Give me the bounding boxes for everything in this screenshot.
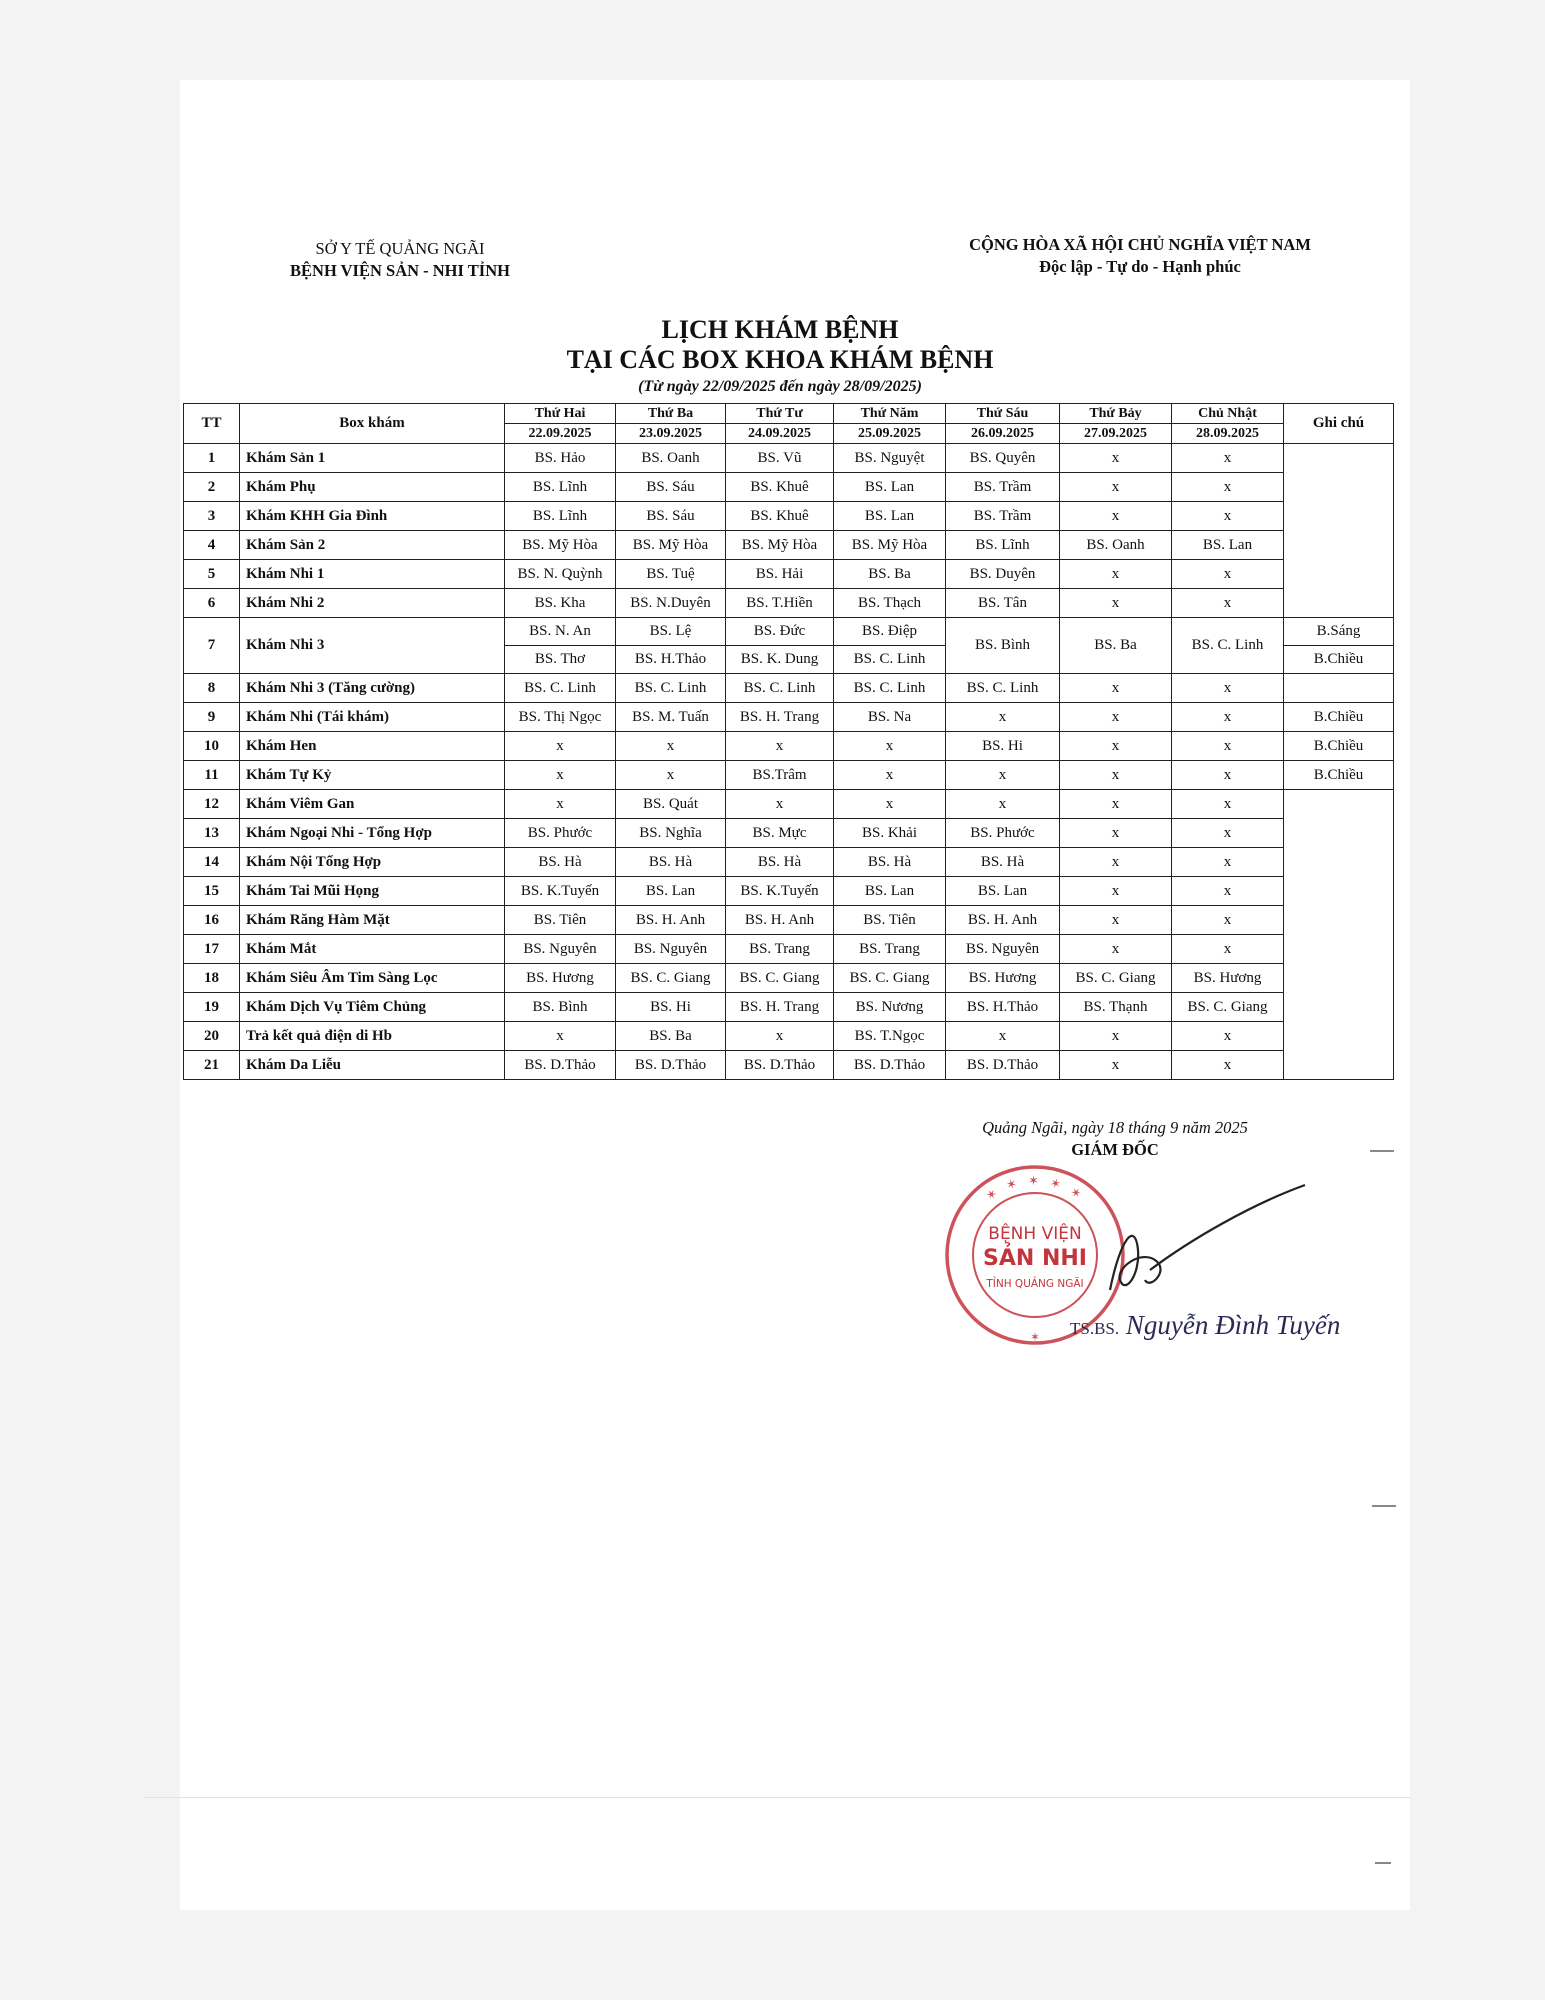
row-number: 17: [184, 935, 240, 964]
doctor-cell: BS. C. Giang: [834, 964, 946, 993]
table-row: [184, 993, 1394, 1022]
row-number: 15: [184, 877, 240, 906]
doctor-cell: BS. T.Ngọc: [834, 1022, 946, 1051]
empty-marker: x: [1172, 1051, 1284, 1080]
doctor-cell: BS. Hi: [946, 732, 1060, 761]
doctor-cell: BS. Thơ: [505, 646, 616, 674]
empty-marker: x: [1172, 877, 1284, 906]
signer-role: GIÁM ĐỐC: [1071, 1140, 1159, 1159]
table-row: [184, 1022, 1394, 1051]
fold-line: [145, 1797, 1410, 1798]
doctor-cell: BS. Lan: [616, 877, 726, 906]
doctor-cell: BS. Mỹ Hòa: [726, 531, 834, 560]
empty-marker: x: [726, 790, 834, 819]
doctor-cell: BS. Hi: [616, 993, 726, 1022]
doctor-cell: BS. C. Giang: [726, 964, 834, 993]
doctor-cell: BS. Thạch: [834, 589, 946, 618]
national-header: [895, 234, 1385, 278]
doctor-cell: BS. K. Dung: [726, 646, 834, 674]
table-row: [184, 560, 1394, 589]
empty-marker: x: [1060, 906, 1172, 935]
scan-mark: [1375, 1862, 1391, 1864]
column-header-day: Thứ Hai: [505, 404, 616, 424]
doctor-cell: BS. Sáu: [616, 473, 726, 502]
empty-marker: x: [1060, 703, 1172, 732]
doctor-cell: BS. C. Linh: [505, 674, 616, 703]
doctor-cell: BS. Hà: [616, 848, 726, 877]
column-header-day: Chủ Nhật: [1172, 404, 1284, 424]
empty-marker: x: [1060, 473, 1172, 502]
column-header-date: 25.09.2025: [834, 424, 946, 444]
note-cell: B.Chiều: [1284, 761, 1394, 790]
doctor-cell: BS. Ba: [1060, 618, 1172, 674]
doctor-cell: BS. Hà: [726, 848, 834, 877]
row-number: 11: [184, 761, 240, 790]
doctor-cell: BS. D.Thảo: [505, 1051, 616, 1080]
empty-marker: x: [1172, 589, 1284, 618]
empty-marker: x: [1060, 732, 1172, 761]
stamp-line-3: TỈNH QUẢNG NGÃI: [986, 1278, 1084, 1290]
table-row: [184, 819, 1394, 848]
doctor-cell: BS. Khải: [834, 819, 946, 848]
empty-marker: x: [1172, 761, 1284, 790]
doctor-cell: BS. Lan: [834, 877, 946, 906]
empty-marker: x: [946, 703, 1060, 732]
stamp-line-2: SẢN NHI: [983, 1246, 1087, 1271]
empty-marker: x: [1060, 1022, 1172, 1051]
doctor-cell: BS. Hương: [946, 964, 1060, 993]
doctor-cell: BS. Ba: [616, 1022, 726, 1051]
empty-marker: x: [1172, 703, 1284, 732]
empty-marker: x: [946, 761, 1060, 790]
doctor-cell: BS. Quyên: [946, 444, 1060, 473]
box-name: Khám Mắt: [240, 935, 505, 964]
empty-marker: x: [1060, 560, 1172, 589]
issuer-header: [250, 238, 550, 282]
doctor-cell: BS. Nương: [834, 993, 946, 1022]
doctor-cell: BS. Sáu: [616, 502, 726, 531]
empty-marker: x: [1060, 877, 1172, 906]
doctor-cell: BS. C. Giang: [1060, 964, 1172, 993]
doctor-cell: BS. H. Trang: [726, 993, 834, 1022]
svg-text:✶ ✶ ✶ ✶ ✶: ✶ ✶ ✶ ✶ ✶: [983, 1174, 1087, 1205]
doctor-cell: BS. Tân: [946, 589, 1060, 618]
column-header-day: Thứ Bảy: [1060, 404, 1172, 424]
table-row: [184, 732, 1394, 761]
doctor-cell: BS. Mỹ Hòa: [834, 531, 946, 560]
doctor-cell: BS. Hảo: [505, 444, 616, 473]
empty-marker: x: [834, 732, 946, 761]
doctor-cell: BS. K.Tuyến: [505, 877, 616, 906]
doctor-cell: BS. Phước: [946, 819, 1060, 848]
row-number: 21: [184, 1051, 240, 1080]
row-number: 7: [184, 618, 240, 674]
doctor-cell: BS. C. Linh: [834, 674, 946, 703]
row-number: 14: [184, 848, 240, 877]
column-header-date: 23.09.2025: [616, 424, 726, 444]
empty-marker: x: [834, 790, 946, 819]
empty-marker: x: [1172, 502, 1284, 531]
doctor-cell: BS. H.Thảo: [946, 993, 1060, 1022]
column-header-date: 22.09.2025: [505, 424, 616, 444]
doctor-cell: BS. Kha: [505, 589, 616, 618]
empty-marker: x: [946, 790, 1060, 819]
box-name: Khám Nội Tổng Hợp: [240, 848, 505, 877]
doctor-cell: BS. Nghĩa: [616, 819, 726, 848]
empty-marker: x: [616, 732, 726, 761]
row-number: 12: [184, 790, 240, 819]
doctor-cell: BS. Hương: [505, 964, 616, 993]
empty-marker: x: [1172, 790, 1284, 819]
empty-marker: x: [1172, 444, 1284, 473]
box-name: Khám Dịch Vụ Tiêm Chủng: [240, 993, 505, 1022]
row-number: 9: [184, 703, 240, 732]
doctor-cell: BS. C. Linh: [1172, 618, 1284, 674]
doctor-cell: BS. Lan: [834, 502, 946, 531]
document-title: LỊCH KHÁM BỆNH: [661, 315, 899, 344]
box-name: Khám Viêm Gan: [240, 790, 505, 819]
doctor-cell: BS. Nguyên: [616, 935, 726, 964]
empty-marker: x: [1060, 502, 1172, 531]
doctor-cell: BS. Lĩnh: [505, 473, 616, 502]
doctor-cell: BS. Ba: [834, 560, 946, 589]
note-cell: B.Chiều: [1284, 732, 1394, 761]
table-row: [184, 935, 1394, 964]
empty-marker: x: [1172, 935, 1284, 964]
doctor-cell: BS. Lệ: [616, 618, 726, 646]
table-row: [184, 964, 1394, 993]
column-header-note: Ghi chú: [1284, 404, 1394, 444]
empty-marker: x: [1172, 674, 1284, 703]
doctor-cell: BS. Trang: [726, 935, 834, 964]
doctor-cell: BS. H.Thảo: [616, 646, 726, 674]
box-name: Khám Ngoại Nhi - Tổng Hợp: [240, 819, 505, 848]
box-name: Khám Siêu Âm Tim Sàng Lọc: [240, 964, 505, 993]
row-number: 16: [184, 906, 240, 935]
box-name: Khám KHH Gia Đình: [240, 502, 505, 531]
doctor-cell: BS. H. Anh: [946, 906, 1060, 935]
stamp-line-1: BỆNH VIỆN: [988, 1224, 1082, 1244]
row-number: 20: [184, 1022, 240, 1051]
doctor-cell: BS. C. Giang: [616, 964, 726, 993]
doctor-cell: BS. Hà: [505, 848, 616, 877]
box-name: Khám Nhi 3 (Tăng cường): [240, 674, 505, 703]
doctor-cell: BS. Oanh: [616, 444, 726, 473]
box-name: Khám Nhi 1: [240, 560, 505, 589]
note-cell: B.Chiều: [1284, 646, 1394, 674]
empty-marker: x: [505, 1022, 616, 1051]
box-name: Khám Nhi 3: [240, 618, 505, 674]
empty-marker: x: [1060, 674, 1172, 703]
empty-marker: x: [1060, 444, 1172, 473]
signer-name: [1070, 1310, 1390, 1341]
doctor-cell: BS. Tiên: [505, 906, 616, 935]
doctor-cell: BS. Phước: [505, 819, 616, 848]
table-row: [184, 1051, 1394, 1080]
table-row: [184, 761, 1394, 790]
empty-marker: x: [946, 1022, 1060, 1051]
note-cell: [1284, 444, 1394, 618]
doctor-cell: BS. D.Thảo: [726, 1051, 834, 1080]
doctor-cell: BS. Trầm: [946, 473, 1060, 502]
column-header-day: Thứ Năm: [834, 404, 946, 424]
doctor-cell: BS. Lĩnh: [946, 531, 1060, 560]
doctor-cell: BS. Trầm: [946, 502, 1060, 531]
empty-marker: x: [1172, 560, 1284, 589]
column-header-day: Thứ Tư: [726, 404, 834, 424]
empty-marker: x: [1060, 761, 1172, 790]
table-row: [184, 674, 1394, 703]
column-header-day: Thứ Sáu: [946, 404, 1060, 424]
note-cell: [1284, 674, 1394, 703]
doctor-cell: BS. N.Duyên: [616, 589, 726, 618]
doctor-cell: BS. K.Tuyến: [726, 877, 834, 906]
row-number: 2: [184, 473, 240, 502]
empty-marker: x: [726, 1022, 834, 1051]
doctor-cell: BS. Hải: [726, 560, 834, 589]
doctor-cell: BS. C. Linh: [834, 646, 946, 674]
department-name: SỞ Y TẾ QUẢNG NGÃI: [315, 239, 485, 258]
document-subtitle: TẠI CÁC BOX KHOA KHÁM BỆNH: [566, 345, 994, 374]
doctor-cell: BS. D.Thảo: [946, 1051, 1060, 1080]
doctor-cell: BS. Tuệ: [616, 560, 726, 589]
box-name: Khám Tai Mũi Họng: [240, 877, 505, 906]
signer-full-name: Nguyễn Đình Tuyến: [1125, 1310, 1341, 1340]
table-row: [184, 444, 1394, 473]
date-range: (Từ ngày 22/09/2025 đến ngày 28/09/2025): [638, 378, 922, 395]
doctor-cell: BS. Nguyên: [946, 935, 1060, 964]
empty-marker: x: [505, 761, 616, 790]
box-name: Khám Sản 2: [240, 531, 505, 560]
doctor-cell: BS. D.Thảo: [834, 1051, 946, 1080]
handwritten-signature: [1080, 1180, 1320, 1310]
empty-marker: x: [1060, 935, 1172, 964]
doctor-cell: BS. Lan: [834, 473, 946, 502]
column-header-date: 27.09.2025: [1060, 424, 1172, 444]
doctor-cell: BS. Khuê: [726, 473, 834, 502]
doctor-cell: BS. Thạnh: [1060, 993, 1172, 1022]
scan-mark: [1370, 1150, 1394, 1152]
doctor-cell: BS. C. Linh: [726, 674, 834, 703]
table-row: [184, 848, 1394, 877]
doctor-cell: BS. Trang: [834, 935, 946, 964]
doctor-cell: BS. M. Tuấn: [616, 703, 726, 732]
box-name: Khám Phụ: [240, 473, 505, 502]
column-header-date: 26.09.2025: [946, 424, 1060, 444]
doctor-cell: BS. D.Thảo: [616, 1051, 726, 1080]
doctor-cell: BS. Quát: [616, 790, 726, 819]
doctor-cell: BS. Khuê: [726, 502, 834, 531]
doctor-cell: BS. C. Linh: [946, 674, 1060, 703]
row-number: 18: [184, 964, 240, 993]
box-name: Khám Tự Kỷ: [240, 761, 505, 790]
table-row: [184, 531, 1394, 560]
empty-marker: x: [1060, 790, 1172, 819]
box-name: Khám Sản 1: [240, 444, 505, 473]
empty-marker: x: [1172, 906, 1284, 935]
doctor-cell: BS. Hà: [946, 848, 1060, 877]
column-header-day: Thứ Ba: [616, 404, 726, 424]
box-name: Khám Nhi 2: [240, 589, 505, 618]
place-and-date: Quảng Ngãi, ngày 18 tháng 9 năm 2025: [982, 1118, 1248, 1137]
doctor-cell: BS. Duyên: [946, 560, 1060, 589]
table-row: [184, 502, 1394, 531]
empty-marker: x: [834, 761, 946, 790]
empty-marker: x: [1060, 589, 1172, 618]
doctor-cell: BS. Nguyệt: [834, 444, 946, 473]
country-name: CỘNG HÒA XÃ HỘI CHỦ NGHĨA VIỆT NAM: [969, 235, 1311, 254]
doctor-cell: BS. Hà: [834, 848, 946, 877]
table-row: [184, 618, 1394, 646]
doctor-cell: BS. Mỹ Hòa: [616, 531, 726, 560]
row-number: 13: [184, 819, 240, 848]
scan-mark: [1372, 1505, 1396, 1507]
doctor-cell: BS. Na: [834, 703, 946, 732]
doctor-cell: BS. H. Anh: [616, 906, 726, 935]
box-name: Khám Hen: [240, 732, 505, 761]
doctor-cell: BS. H. Trang: [726, 703, 834, 732]
row-number: 4: [184, 531, 240, 560]
doctor-cell: BS. Nguyên: [505, 935, 616, 964]
empty-marker: x: [1060, 848, 1172, 877]
row-number: 10: [184, 732, 240, 761]
empty-marker: x: [1060, 819, 1172, 848]
signer-title: TS.BS.: [1070, 1319, 1120, 1338]
table-row: [184, 703, 1394, 732]
doctor-cell: BS. Lan: [1172, 531, 1284, 560]
doctor-cell: BS. C. Linh: [616, 674, 726, 703]
column-header-date: 24.09.2025: [726, 424, 834, 444]
empty-marker: x: [505, 790, 616, 819]
empty-marker: x: [505, 732, 616, 761]
row-number: 19: [184, 993, 240, 1022]
table-row: [184, 906, 1394, 935]
empty-marker: x: [616, 761, 726, 790]
empty-marker: x: [1172, 1022, 1284, 1051]
doctor-cell: BS. Bình: [505, 993, 616, 1022]
empty-marker: x: [1172, 732, 1284, 761]
doctor-cell: BS. Vũ: [726, 444, 834, 473]
doctor-cell: BS. Hương: [1172, 964, 1284, 993]
doctor-cell: BS. N. Quỳnh: [505, 560, 616, 589]
empty-marker: x: [1172, 473, 1284, 502]
row-number: 5: [184, 560, 240, 589]
row-number: 6: [184, 589, 240, 618]
schedule-table: [183, 403, 1394, 1080]
doctor-cell: BS. Lan: [946, 877, 1060, 906]
column-header-box: Box khám: [240, 404, 505, 444]
box-name: Khám Da Liễu: [240, 1051, 505, 1080]
header-row: [184, 404, 1394, 424]
hospital-name: BỆNH VIỆN SẢN - NHI TỈNH: [290, 261, 510, 280]
doctor-cell: BS. Bình: [946, 618, 1060, 674]
empty-marker: x: [726, 732, 834, 761]
doctor-cell: BS. Oanh: [1060, 531, 1172, 560]
doctor-cell: BS.Trâm: [726, 761, 834, 790]
svg-text:✶: ✶: [1029, 1330, 1041, 1344]
doctor-cell: BS. C. Giang: [1172, 993, 1284, 1022]
column-header-date: 28.09.2025: [1172, 424, 1284, 444]
table-row: [184, 589, 1394, 618]
doctor-cell: BS. Lĩnh: [505, 502, 616, 531]
doctor-cell: BS. Thị Ngọc: [505, 703, 616, 732]
doctor-cell: BS. Đức: [726, 618, 834, 646]
table-row: [184, 790, 1394, 819]
doctor-cell: BS. Mực: [726, 819, 834, 848]
doctor-cell: BS. Tiên: [834, 906, 946, 935]
national-motto: Độc lập - Tự do - Hạnh phúc: [1039, 257, 1241, 276]
table-row: [184, 473, 1394, 502]
empty-marker: x: [1172, 848, 1284, 877]
note-cell: [1284, 790, 1394, 1080]
row-number: 1: [184, 444, 240, 473]
doctor-cell: BS. H. Anh: [726, 906, 834, 935]
column-header-tt: TT: [184, 404, 240, 444]
row-number: 3: [184, 502, 240, 531]
note-cell: B.Chiều: [1284, 703, 1394, 732]
box-name: Trả kết quả điện di Hb: [240, 1022, 505, 1051]
row-number: 8: [184, 674, 240, 703]
doctor-cell: BS. Điệp: [834, 618, 946, 646]
note-cell: B.Sáng: [1284, 618, 1394, 646]
doctor-cell: BS. N. An: [505, 618, 616, 646]
empty-marker: x: [1172, 819, 1284, 848]
doctor-cell: BS. T.Hiền: [726, 589, 834, 618]
table-row: [184, 877, 1394, 906]
doctor-cell: BS. Mỹ Hòa: [505, 531, 616, 560]
box-name: Khám Nhi (Tái khám): [240, 703, 505, 732]
box-name: Khám Răng Hàm Mặt: [240, 906, 505, 935]
empty-marker: x: [1060, 1051, 1172, 1080]
